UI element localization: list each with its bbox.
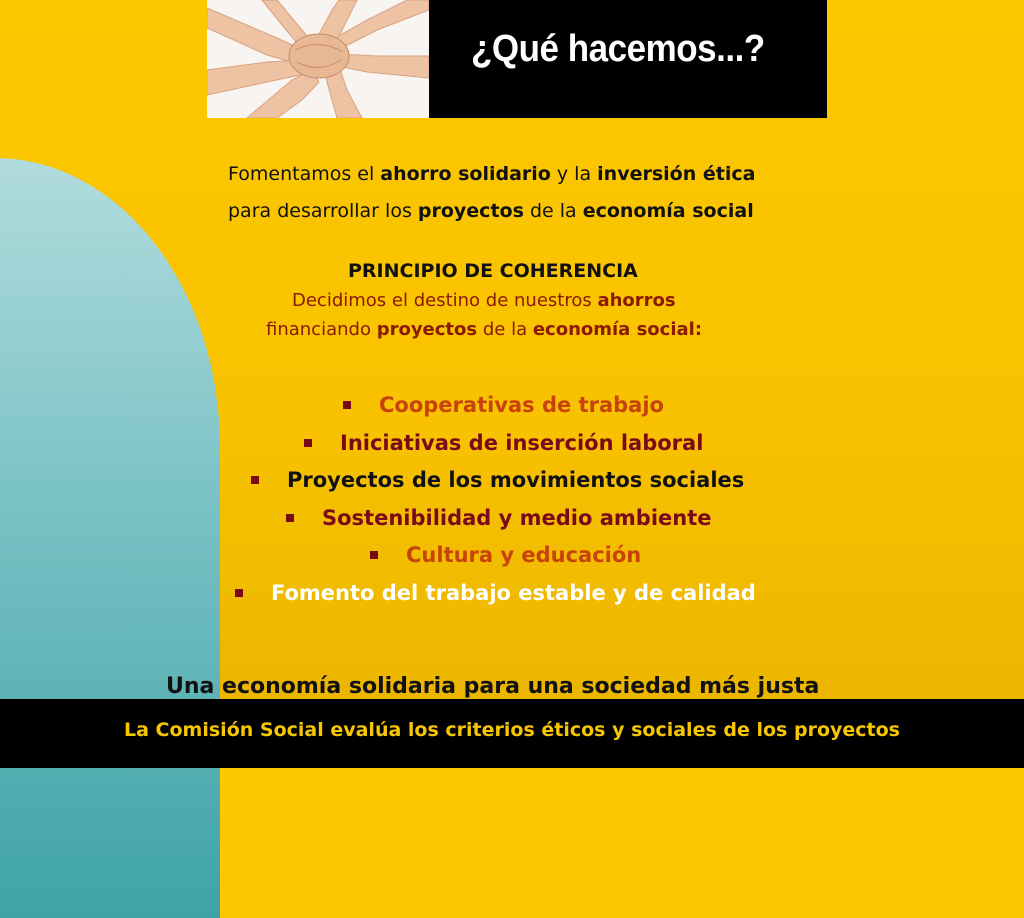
principle-heading: PRINCIPIO DE COHERENCIA [348,260,638,282]
title-box [429,0,827,118]
principle-highlight-proyectos: proyectos [376,319,478,340]
principle-line-2 [266,319,702,340]
intro-text-segment: y la [550,163,598,185]
square-bullet-icon [370,551,378,559]
page-title: ¿Qué hacemos...? [471,28,765,70]
intro-highlight-proyectos: proyectos [417,200,524,222]
footer-text: La Comisión Social evalúa los criterios éticos y sociales de los proyectos [124,719,900,741]
list-item-label: Cooperativas de trabajo [379,393,664,417]
intro-highlight-economia: economía social [582,200,754,222]
list-item-label: Cultura y educación [406,543,642,567]
intro-text [228,156,828,230]
intro-text-segment: de la [523,200,583,222]
principle-highlight-economia: economía social: [532,319,703,340]
principle-line-1 [292,290,676,311]
principle-highlight-ahorros: ahorros [597,290,676,311]
joined-hands-photo [207,0,429,118]
list-item-label: Iniciativas de inserción laboral [340,431,704,455]
intro-text-segment: Fomentamos el [228,163,381,185]
list-item-label: Proyectos de los movimientos sociales [287,468,745,492]
intro-highlight-ahorro: ahorro solidario [380,163,551,185]
list-item [343,393,664,417]
principle-text-segment: financiando [266,319,377,340]
teal-decorative-shape [0,158,220,918]
intro-line-2 [228,193,828,230]
list-item-label: Sostenibilidad y medio ambiente [322,506,712,530]
square-bullet-icon [343,401,351,409]
principle-text-segment: Decidimos el destino de nuestros [292,290,598,311]
list-item [286,506,712,530]
principle-text-segment: de la [477,319,533,340]
intro-text-segment: para desarrollar los [228,200,418,222]
slogan: Una economía solidaria para una sociedad más justa [166,674,820,699]
square-bullet-icon [286,514,294,522]
square-bullet-icon [235,589,243,597]
intro-line-1 [228,156,828,193]
list-item [370,543,641,567]
square-bullet-icon [304,439,312,447]
list-item [235,581,756,605]
intro-highlight-inversion: inversión ética [597,163,756,185]
square-bullet-icon [251,476,259,484]
list-item [304,431,703,455]
footer-bar [0,699,1024,768]
list-item-label: Fomento del trabajo estable y de calidad [271,581,756,605]
list-item [251,468,744,492]
